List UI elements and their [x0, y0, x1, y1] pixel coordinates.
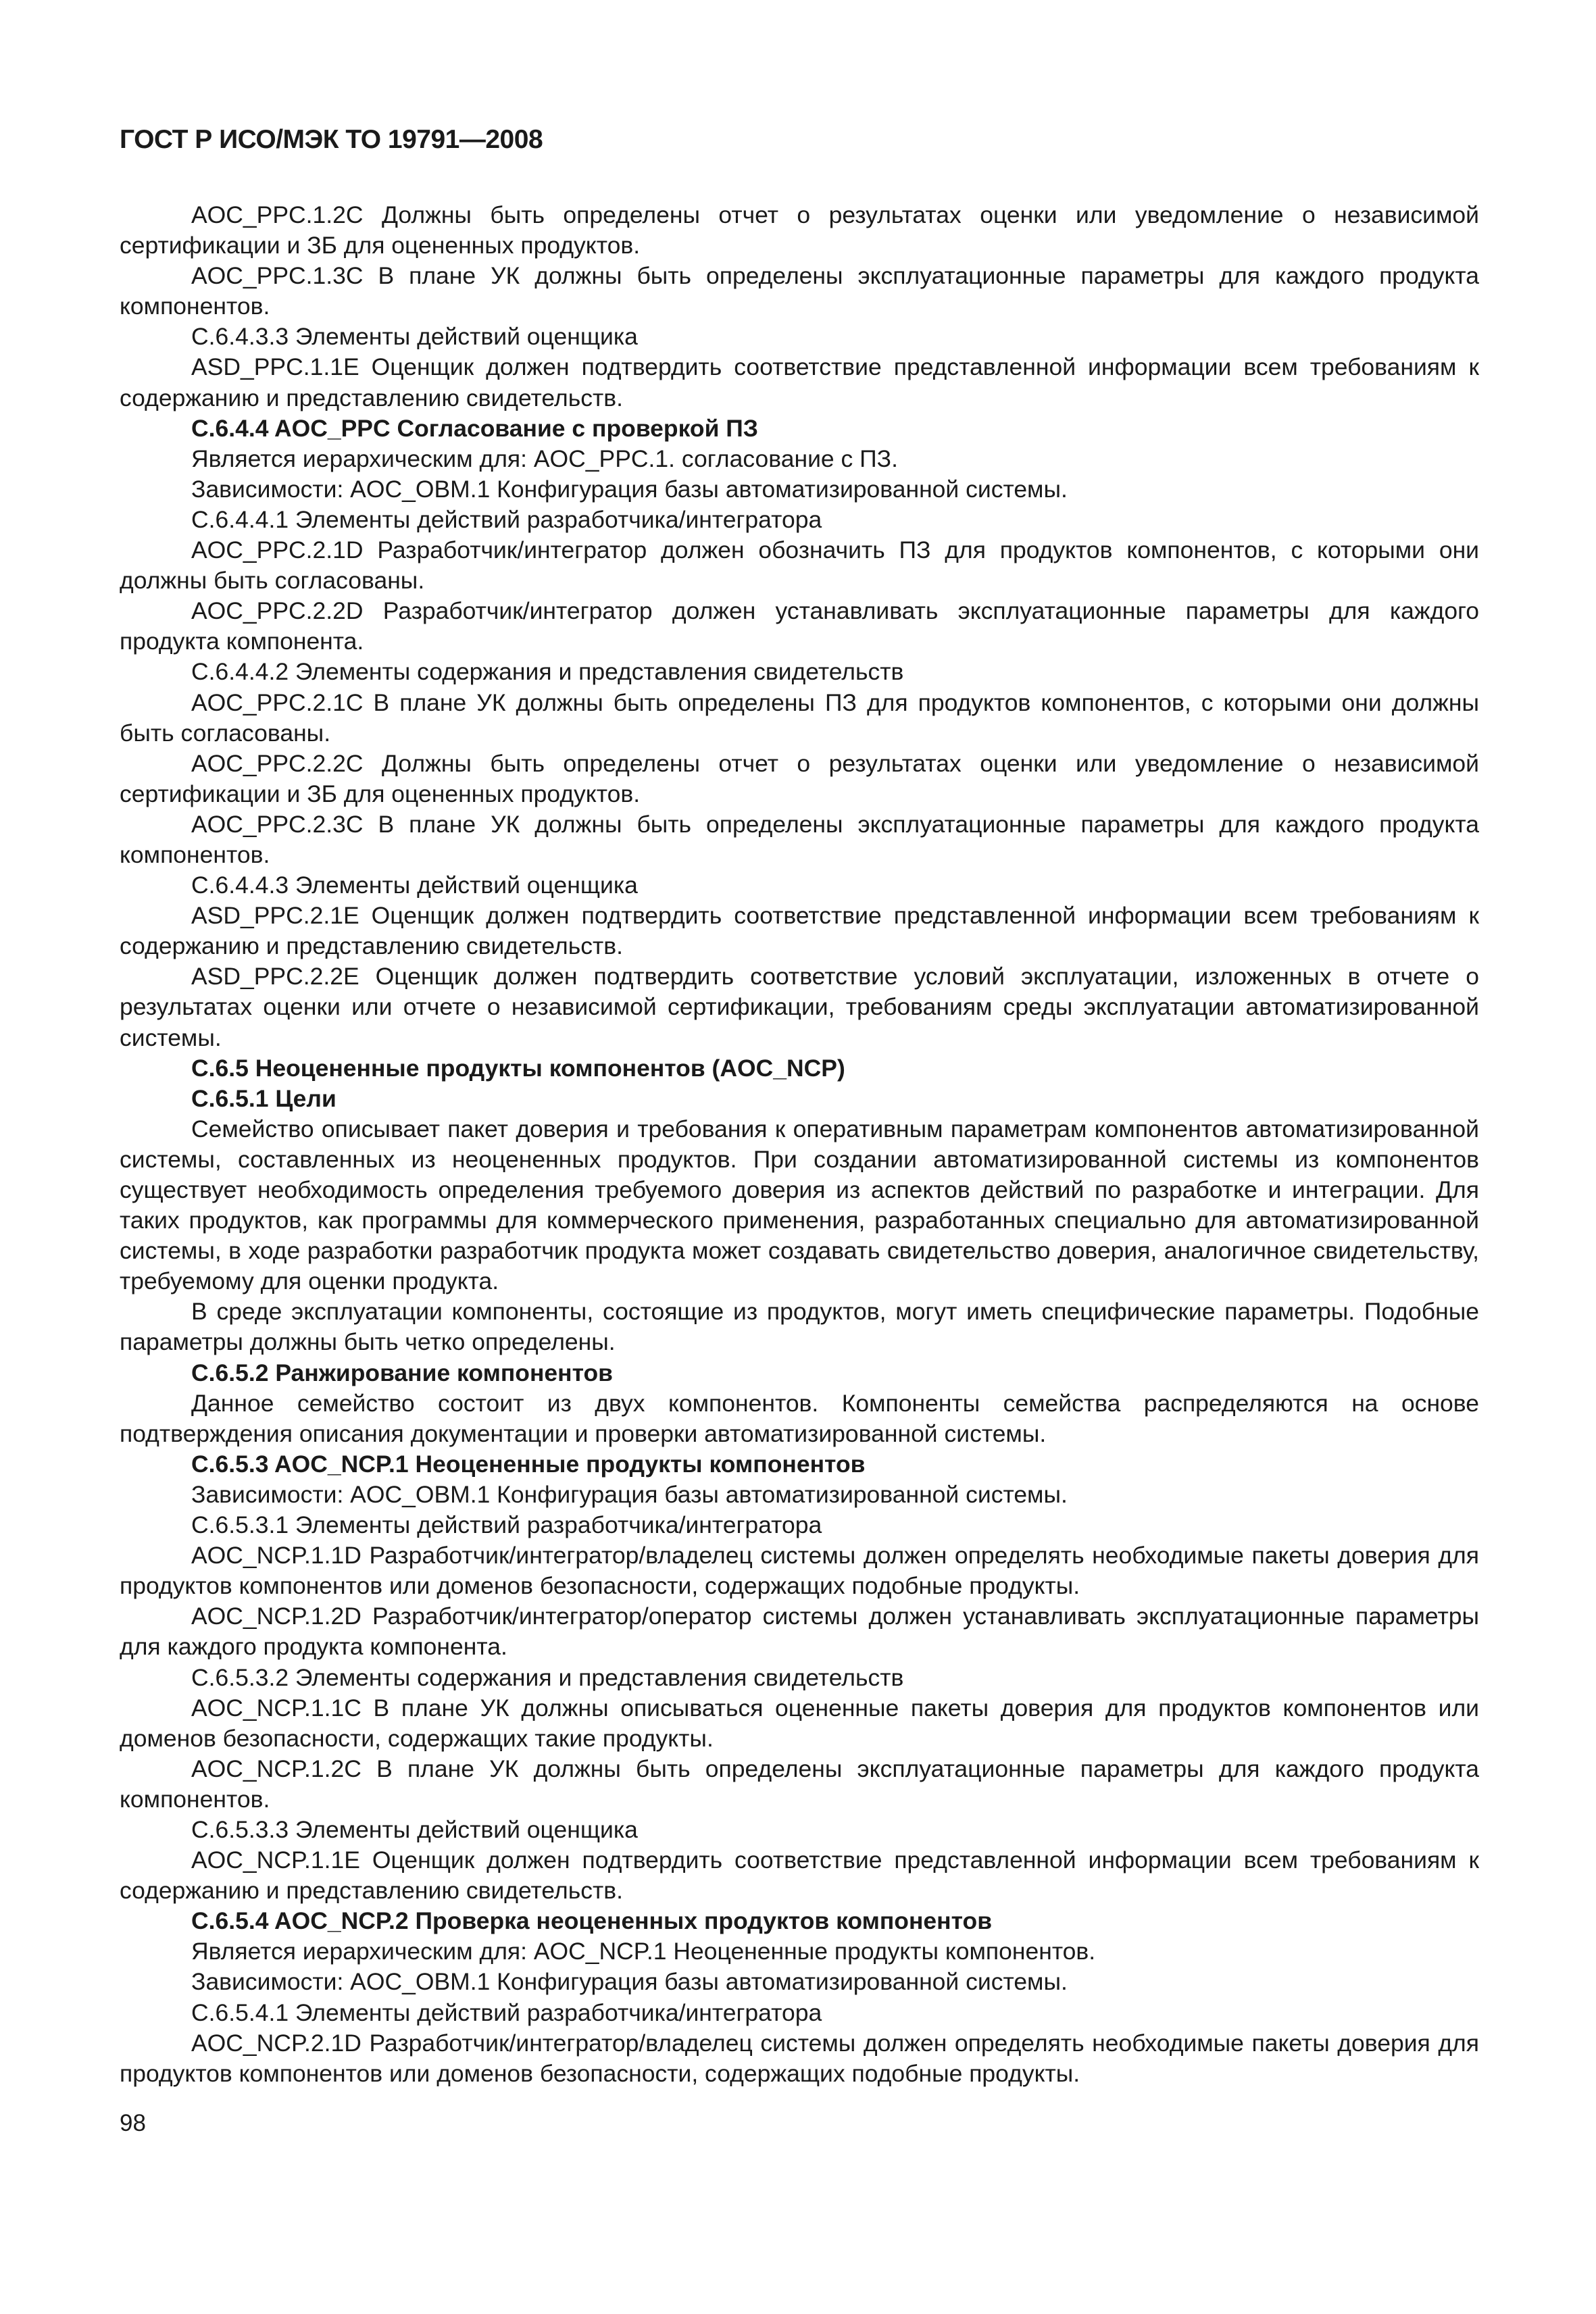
body-paragraph: AOC_PPC.2.3C В плане УК должны быть определены эксплуатационные параметры для каждого продукта компонентов.	[120, 810, 1479, 868]
section-heading: C.6.4.4 AOC_PPC Согласование с проверкой ПЗ	[191, 414, 759, 442]
body-paragraph: Зависимости: AOC_OBM.1 Конфигурация базы автоматизированной системы.	[191, 475, 1068, 503]
body-paragraph: AOC_NCP.1.1D Разработчик/интегратор/владелец системы должен определять необходимые пакеты доверия для продуктов компонентов или доменов безопасности, содержащих подобные продукты.	[120, 1542, 1479, 1600]
section-heading: C.6.5.4 AOC_NCP.2 Проверка неоцененных продуктов компонентов	[191, 1907, 993, 1935]
section-heading: C.6.5.2 Ранжирование компонентов	[191, 1359, 614, 1386]
body-paragraph: AOC_NCP.2.1D Разработчик/интегратор/владелец системы должен определять необходимые пакеты доверия для продуктов компонентов или доменов безопасности, содержащих подобные продукты.	[120, 2029, 1479, 2087]
section-heading: C.6.5.3 AOC_NCP.1 Неоцененные продукты компонентов	[191, 1450, 866, 1478]
page-number: 98	[120, 2110, 146, 2136]
document-body	[120, 200, 1479, 2089]
body-paragraph: AOC_PPC.1.3C В плане УК должны быть определены эксплуатационные параметры для каждого продукта компонентов.	[120, 262, 1479, 320]
body-paragraph: ASD_PPC.1.1E Оценщик должен подтвердить соответствие представленной информации всем требованиям к содержанию и представлению свидетельств.	[120, 353, 1479, 411]
body-paragraph: C.6.5.3.2 Элементы содержания и представления свидетельств	[191, 1663, 904, 1691]
body-paragraph: ASD_PPC.2.1E Оценщик должен подтвердить соответствие представленной информации всем требованиям к содержанию и представлению свидетельств.	[120, 902, 1479, 960]
body-paragraph: C.6.5.3.3 Элементы действий оценщика	[191, 1815, 638, 1843]
body-paragraph: AOC_NCP.1.1E Оценщик должен подтвердить соответствие представленной информации всем требованиям к содержанию и представлению свидетельств.	[120, 1846, 1479, 1905]
body-paragraph: C.6.4.4.2 Элементы содержания и представления свидетельств	[191, 658, 904, 686]
body-paragraph: AOC_NCP.1.2D Разработчик/интегратор/оператор системы должен устанавливать эксплуатационные параметры для каждого продукта компонента.	[120, 1603, 1479, 1661]
section-heading: C.6.5 Неоцененные продукты компонентов (AOC_NCP)	[191, 1054, 845, 1082]
body-paragraph: Является иерархическим для: AOC_NCP.1 Неоцененные продукты компонентов.	[191, 1938, 1096, 1965]
body-paragraph: C.6.4.4.1 Элементы действий разработчика/интегратора	[191, 505, 822, 533]
body-paragraph: AOC_PPC.2.1D Разработчик/интегратор должен обозначить ПЗ для продуктов компонентов, с которыми они должны быть согласованы.	[120, 536, 1479, 595]
body-paragraph: AOC_PPC.1.2C Должны быть определены отчет о результатах оценки или уведомление о независимой сертификации и ЗБ для оцененных продуктов.	[120, 201, 1479, 259]
body-paragraph: C.6.4.4.3 Элементы действий оценщика	[191, 872, 638, 899]
body-paragraph: Зависимости: AOC_OBM.1 Конфигурация базы автоматизированной системы.	[191, 1480, 1068, 1508]
body-paragraph: ASD_PPC.2.2E Оценщик должен подтвердить соответствие условий эксплуатации, изложенных в отчете о результатах оценки или отчете о независимой сертификации, требованиям среды эксплуатации автоматизированной системы.	[120, 963, 1479, 1051]
body-paragraph: Семейство описывает пакет доверия и требования к оперативным параметрам компонентов автоматизированной системы, составленных из неоцененных продуктов. При создании автоматизированной системы из компонентов существует необходимость определения требуемого доверия из аспектов действий по разработке и интеграции. Для таких продуктов, как программы для коммерческого применения, разработанных специально для автоматизированной системы, в ходе разработки разработчик продукта может создавать свидетельство доверия, аналогичное свидетельству, требуемому для оценки продукта.	[120, 1115, 1479, 1295]
document-header: ГОСТ Р ИСО/МЭК ТО 19791—2008	[120, 125, 543, 154]
body-paragraph: Является иерархическим для: AOC_PPC.1. согласование с ПЗ.	[191, 445, 898, 472]
body-paragraph: AOC_PPC.2.1C В плане УК должны быть определены ПЗ для продуктов компонентов, с которыми они должны быть согласованы.	[120, 688, 1479, 747]
body-paragraph: В среде эксплуатации компоненты, состоящие из продуктов, могут иметь специфические параметры. Подобные параметры должны быть четко определены.	[120, 1298, 1479, 1356]
body-paragraph: AOC_PPC.2.2D Разработчик/интегратор должен устанавливать эксплуатационные параметры для каждого продукта компонента.	[120, 597, 1479, 655]
body-paragraph: C.6.4.3.3 Элементы действий оценщика	[191, 323, 638, 351]
body-paragraph: Данное семейство состоит из двух компонентов. Компоненты семейства распределяются на основе подтверждения описания документации и проверки автоматизированной системы.	[120, 1389, 1479, 1447]
body-paragraph: AOC_NCP.1.1C В плане УК должны описываться оцененные пакеты доверия для продуктов компонентов или доменов безопасности, содержащих такие продукты.	[120, 1694, 1479, 1752]
body-paragraph: Зависимости: AOC_OBM.1 Конфигурация базы автоматизированной системы.	[191, 1968, 1068, 1996]
body-paragraph: AOC_PPC.2.2C Должны быть определены отчет о результатах оценки или уведомление о независимой сертификации и ЗБ для оцененных продуктов.	[120, 749, 1479, 807]
body-paragraph: C.6.5.3.1 Элементы действий разработчика/интегратора	[191, 1511, 822, 1539]
body-paragraph: C.6.5.4.1 Элементы действий разработчика/интегратора	[191, 1998, 822, 2026]
body-paragraph: AOC_NCP.1.2C В плане УК должны быть определены эксплуатационные параметры для каждого продукта компонентов.	[120, 1755, 1479, 1813]
section-heading: C.6.5.1 Цели	[191, 1084, 336, 1112]
